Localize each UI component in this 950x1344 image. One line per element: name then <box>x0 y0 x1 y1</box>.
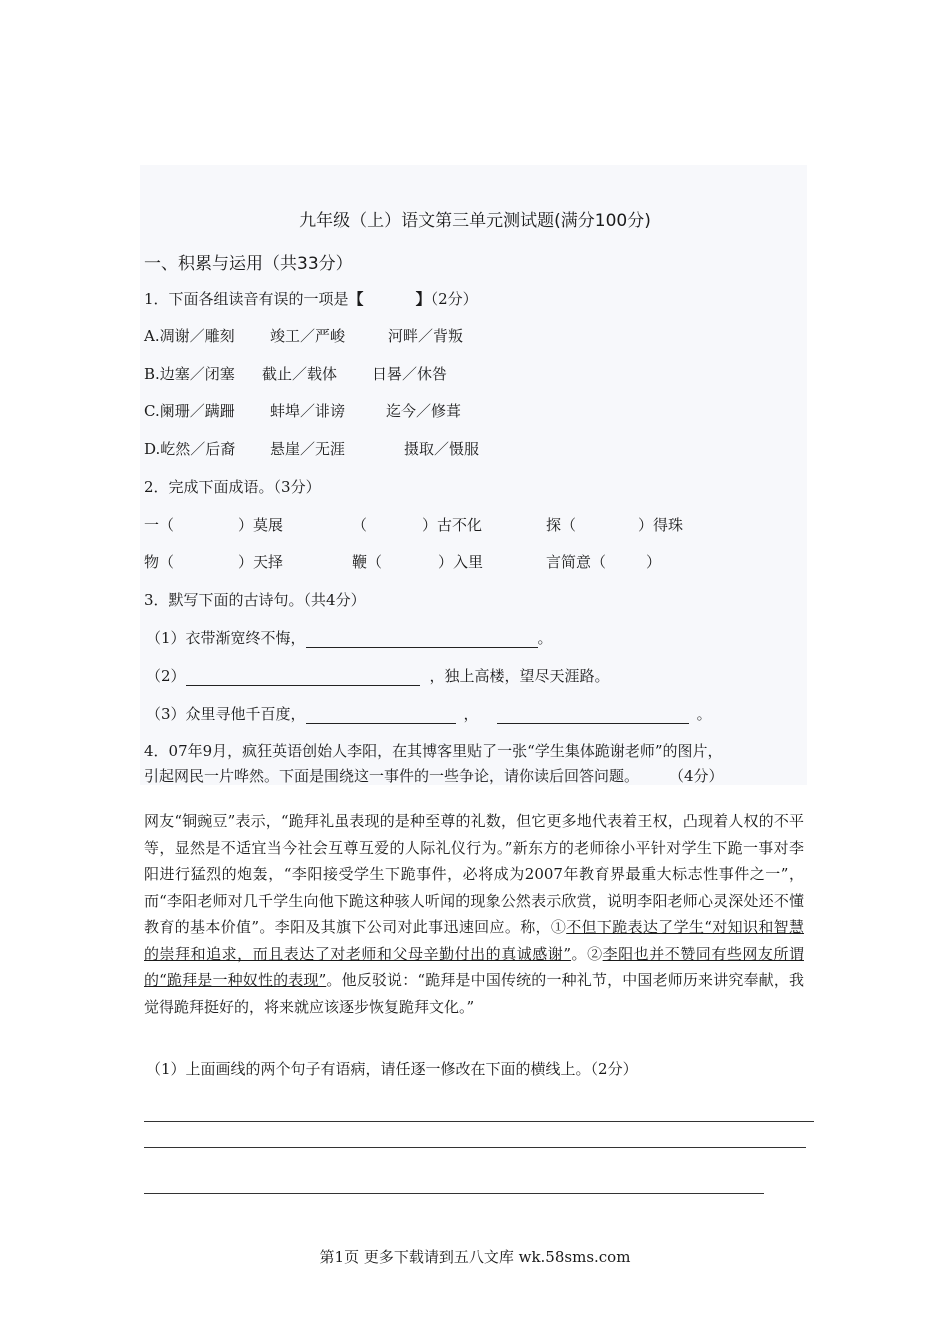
passage-part-1: 网友“铜豌豆”表示，“跪拜礼虽表现的是种至尊的礼数，但它更多地代表着王权，凸现着人权的不平等，显然是不适宜当今社会互尊互爱的人际礼仪行为。”新东方的老师徐小平针对学生下跪一事对李阳进行猛烈的炮轰，“李阳接受学生下跪事件，必将成为2007年教育界最重大标志性事件之一”，而“李阳老师对几千学生向他下跪这种骇人听闻的现象公然表示欣赏，说明李阳老师心灵深处还不懂教育的基本价值”。李阳及其旗下公司对此事迅速回应。称，① <box>144 812 804 936</box>
question-1 <box>144 288 478 309</box>
option-d <box>144 438 480 459</box>
option-a-item-2: 竣工／严峻 <box>270 327 346 345</box>
fill-blank-1[interactable] <box>306 631 538 648</box>
idiom-4-b: ）天择 <box>238 553 284 571</box>
q4-points: （4分） <box>669 767 724 785</box>
option-a <box>144 325 464 346</box>
idiom-1-a: 一（ <box>144 516 175 534</box>
answer-bracket-left: 【 <box>348 290 364 308</box>
idiom-5-b: ）入里 <box>438 553 484 571</box>
fill-blank-2[interactable] <box>186 669 420 686</box>
fill-blank-4[interactable] <box>497 707 689 724</box>
option-a-item-1: A.凋谢／雕刻 <box>144 327 235 345</box>
reading-passage <box>144 808 804 1020</box>
q1-points: （2分） <box>430 290 478 308</box>
question-3: 3．默写下面的古诗句。（共4分） <box>144 591 366 609</box>
option-a-item-3: 河畔／背叛 <box>388 327 464 345</box>
poem-2-prompt: （2） <box>146 667 186 685</box>
idiom-2-a: （ <box>352 516 368 534</box>
poem-3-prompt: （3）众里寻他千百度， <box>146 705 306 723</box>
passage-part-3: 。他反驳说：“跪拜是中国传统的一种礼节，中国老师历来讲究奉献，我觉得跪拜挺好的，将来就应该逐步恢复跪拜文化。” <box>144 971 805 1016</box>
option-b <box>144 363 448 384</box>
passage-part-2: 。② <box>571 944 603 963</box>
answer-line-3[interactable] <box>144 1193 764 1194</box>
fill-blank-3[interactable] <box>306 707 456 724</box>
poem-1-prompt: （1）衣带渐宽终不悔， <box>146 629 306 647</box>
option-b-item-1: B.边塞／闭塞 <box>144 365 235 383</box>
option-c-item-1: C.阑珊／蹒跚 <box>144 402 235 420</box>
question-2: 2．完成下面成语。（3分） <box>144 478 321 496</box>
poem-line-2 <box>146 665 610 686</box>
option-c-item-2: 蚌埠／诽谤 <box>270 402 346 420</box>
idiom-6-b: ） <box>646 553 662 571</box>
option-b-item-2: 截止／载体 <box>262 365 338 383</box>
answer-line-2[interactable] <box>144 1147 806 1148</box>
underlined-sentence-1: 不但下跪表达了学生“对知识和智慧的崇拜和追求，而且表达了对老师和父母辛勤付出的真诚感谢” <box>144 918 805 963</box>
idiom-4-a: 物（ <box>144 553 175 571</box>
idiom-6-a: 言简意（ <box>546 553 607 571</box>
idiom-3-b: ）得珠 <box>638 516 684 534</box>
poem-line-3 <box>146 703 712 724</box>
idiom-3-a: 探（ <box>546 516 577 534</box>
poem-1-end: 。 <box>537 629 553 647</box>
answer-bracket-right: 】 <box>415 290 431 308</box>
option-b-item-3: 日晷／休咎 <box>372 365 448 383</box>
option-d-item-3: 摄取／慑服 <box>404 440 480 458</box>
question-4-line-2 <box>144 765 724 786</box>
poem-3-comma: ， <box>463 705 479 723</box>
idiom-2-b: ）古不化 <box>422 516 483 534</box>
idiom-1-b: ）莫展 <box>238 516 284 534</box>
poem-line-1 <box>146 627 553 648</box>
answer-line-1[interactable] <box>144 1121 814 1122</box>
q4-line2-text: 引起网民一片哗然。下面是围绕这一事件的一些争论，请你读后回答问题。 <box>144 767 640 785</box>
section-heading: 一、积累与运用（共33分） <box>144 254 353 274</box>
poem-3-end: 。 <box>696 705 712 723</box>
idiom-5-a: 鞭（ <box>352 553 383 571</box>
q1-stem: 1．下面各组读音有误的一项是 <box>144 290 349 308</box>
page-title: 九年级（上）语文第三单元测试题(满分100分) <box>299 211 651 231</box>
sub-question-1: （1）上面画线的两个句子有语病，请任逐一修改在下面的横线上。（2分） <box>146 1060 638 1078</box>
option-c-item-3: 迄今／修葺 <box>386 402 462 420</box>
option-d-item-1: D.屹然／后裔 <box>144 440 236 458</box>
option-c <box>144 400 462 421</box>
question-4-line-1: 4．07年9月，疯狂英语创始人李阳，在其博客里贴了一张“学生集体跪谢老师”的图片， <box>144 742 723 760</box>
underlined-sentence-2: 李阳也并不赞同有些网友所谓的“跪拜是一种奴性的表现” <box>144 944 804 989</box>
option-d-item-2: 悬崖／无涯 <box>270 440 346 458</box>
page-footer: 第1页 更多下载请到五八文库 wk.58sms.com <box>319 1248 631 1266</box>
poem-2-end: ，独上高楼，望尽天涯路。 <box>429 667 610 685</box>
